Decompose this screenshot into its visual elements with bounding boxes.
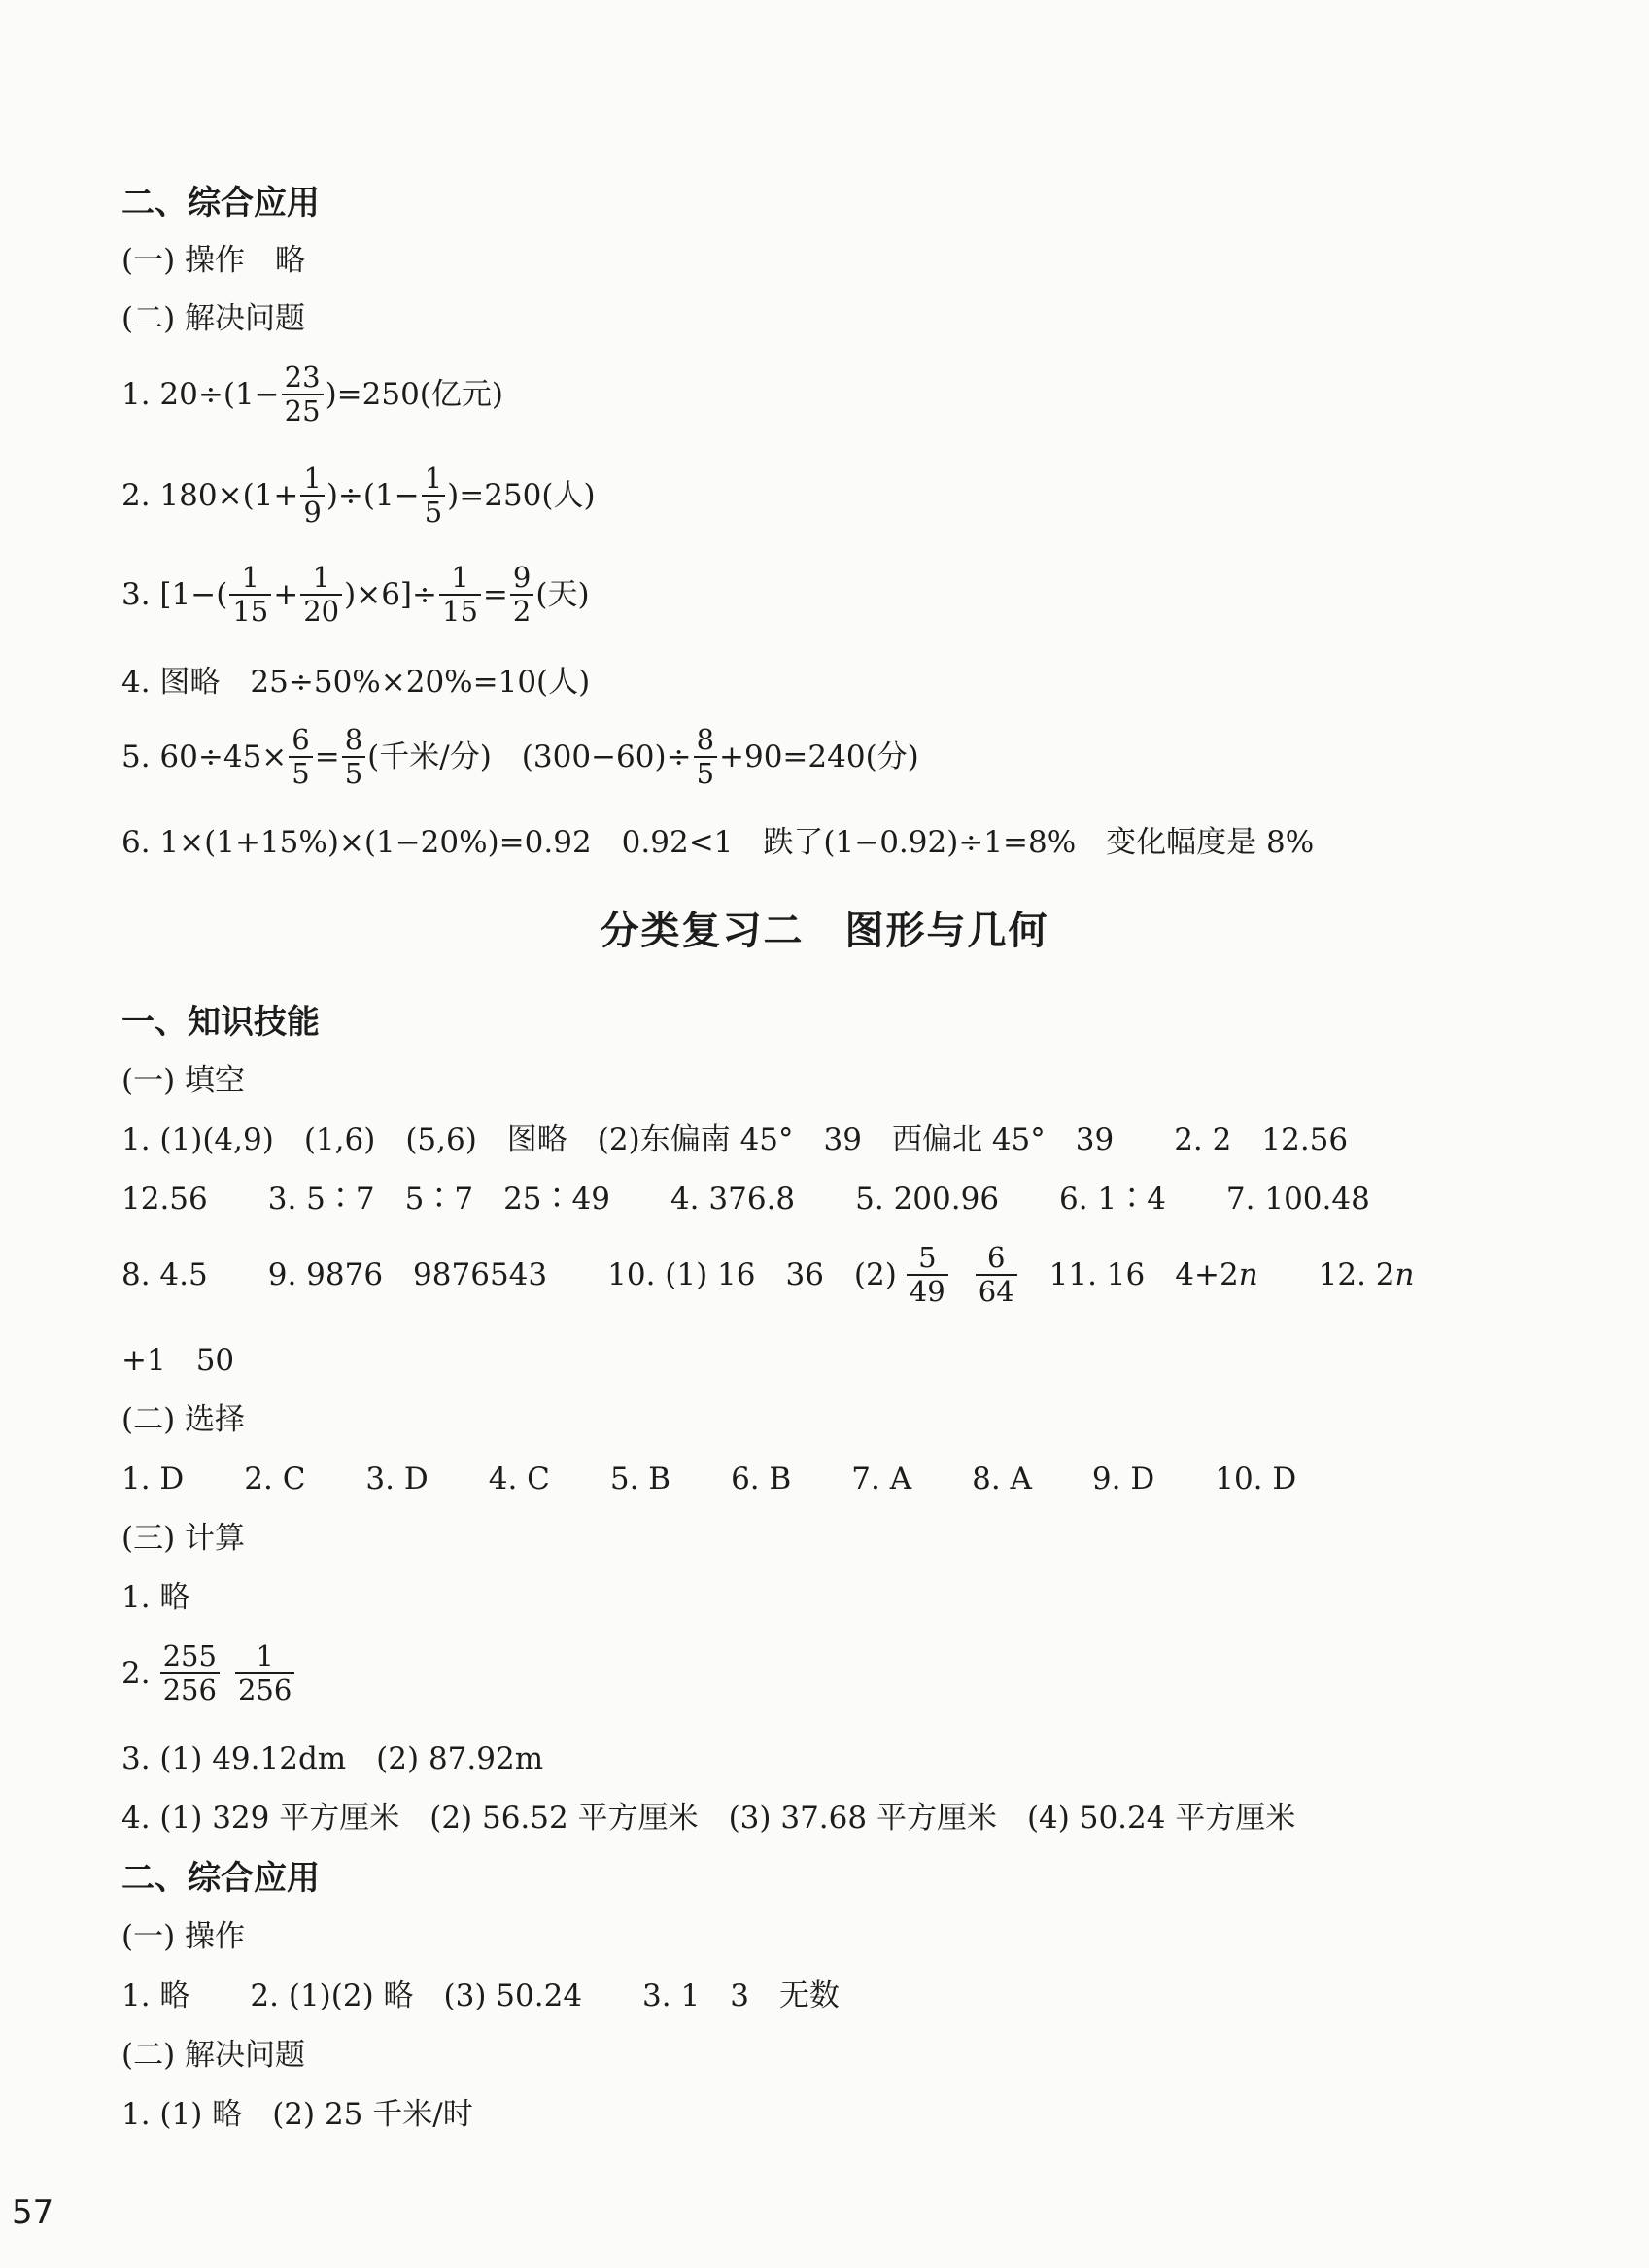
denominator: 20 <box>303 595 340 629</box>
numerator: 8 <box>694 724 717 758</box>
problem-text: (千米/分) (300−60)÷ <box>367 739 692 774</box>
answer-text: 2. <box>121 1655 151 1691</box>
denominator: 49 <box>909 1275 945 1309</box>
calc-2 <box>121 1640 296 1707</box>
denominator: 25 <box>284 395 321 429</box>
denominator: 5 <box>696 757 715 791</box>
problem-5 <box>121 724 919 791</box>
numerator: 1 <box>300 463 324 497</box>
fraction <box>235 1640 294 1707</box>
variable: n <box>1238 1256 1258 1292</box>
answer-text: 8. 4.5 9. 9876 9876543 10. (1) 16 36 (2) <box>121 1256 897 1292</box>
problem-text: 1. 20÷(1− <box>121 376 280 412</box>
subheading-operation: (一) 操作 <box>121 1919 246 1954</box>
section-heading: 二、综合应用 <box>121 184 320 223</box>
denominator: 9 <box>303 496 322 530</box>
denominator: 15 <box>442 595 478 629</box>
problem-text: = <box>314 739 340 774</box>
problem-3 <box>121 562 590 629</box>
variable: n <box>1394 1256 1415 1292</box>
denominator: 2 <box>512 595 532 629</box>
subheading-solve: (二) 解决问题 <box>121 301 306 336</box>
numerator: 1 <box>300 562 342 596</box>
answer-text: 12. 2 <box>1257 1256 1395 1292</box>
problem-text: (天) <box>535 576 590 612</box>
fill-line-3 <box>121 1242 1415 1309</box>
fraction <box>282 361 324 429</box>
denominator: 15 <box>232 595 269 629</box>
problem-text: + <box>273 576 299 612</box>
fraction <box>976 1242 1017 1309</box>
solve-1: 1. (1) 略 (2) 25 千米/时 <box>121 2097 473 2132</box>
denominator: 256 <box>162 1673 217 1707</box>
section-heading: 一、知识技能 <box>121 1003 320 1042</box>
problem-text: 3. [1−( <box>121 576 228 612</box>
subheading-solve: (二) 解决问题 <box>121 2038 306 2073</box>
problem-2 <box>121 463 596 530</box>
denominator: 64 <box>978 1275 1014 1309</box>
choice-answers: 1. D 2. C 3. D 4. C 5. B 6. B 7. A 8. A 9. D 10. D <box>121 1461 1297 1496</box>
numerator: 6 <box>976 1242 1017 1276</box>
numerator: 23 <box>282 361 324 395</box>
fill-line-1: 1. (1)(4,9) (1,6) (5,6) 图略 (2)东偏南 45° 39 西偏北 45° 39 2. 2 12.56 <box>121 1122 1349 1157</box>
calc-1: 1. 略 <box>121 1580 190 1615</box>
page-number: 57 <box>12 2193 54 2232</box>
fraction <box>300 463 324 530</box>
problem-6: 6. 1×(1+15%)×(1−20%)=0.92 0.92<1 跌了(1−0.92)÷1=8% 变化幅度是 8% <box>121 825 1315 860</box>
calc-3: 3. (1) 49.12dm (2) 87.92m <box>121 1741 544 1776</box>
numerator: 5 <box>907 1242 948 1276</box>
problem-text: = <box>482 576 508 612</box>
denominator: 5 <box>344 757 363 791</box>
fraction <box>694 724 717 791</box>
problem-text: )=250(亿元) <box>325 376 503 412</box>
fraction <box>300 562 342 629</box>
chapter-title: 分类复习二 图形与几何 <box>600 909 1049 953</box>
fraction <box>342 724 365 791</box>
fraction <box>422 463 445 530</box>
numerator: 1 <box>439 562 481 596</box>
fill-line-2: 12.56 3. 5∶7 5∶7 25∶49 4. 376.8 5. 200.96 6. 1∶4 7. 100.48 <box>121 1182 1370 1217</box>
numerator: 8 <box>342 724 365 758</box>
fraction <box>907 1242 948 1309</box>
problem-text: +90=240(分) <box>719 739 919 774</box>
problem-text: )÷(1− <box>326 477 420 513</box>
subheading-operation: (一) 操作 略 <box>121 243 306 278</box>
numerator: 255 <box>160 1640 220 1674</box>
subheading-calc: (三) 计算 <box>121 1521 246 1556</box>
problem-1 <box>121 361 503 429</box>
problem-text: 5. 60÷45× <box>121 739 288 774</box>
fraction <box>439 562 481 629</box>
denominator: 5 <box>292 757 310 791</box>
fraction <box>160 1640 220 1707</box>
problem-text: 2. 180×(1+ <box>121 477 299 513</box>
section-heading: 二、综合应用 <box>121 1859 320 1898</box>
fraction <box>229 562 271 629</box>
numerator: 6 <box>289 724 312 758</box>
subheading-fill: (一) 填空 <box>121 1063 246 1098</box>
fraction <box>289 724 312 791</box>
fill-line-4: +1 50 <box>121 1343 235 1378</box>
problem-text: )×6]÷ <box>344 576 437 612</box>
calc-4: 4. (1) 329 平方厘米 (2) 56.52 平方厘米 (3) 37.68 平方厘米 (4) 50.24 平方厘米 <box>121 1801 1296 1836</box>
subheading-choice: (二) 选择 <box>121 1402 246 1437</box>
problem-text: )=250(人) <box>447 477 596 513</box>
operation-answers: 1. 略 2. (1)(2) 略 (3) 50.24 3. 1 3 无数 <box>121 1978 840 2013</box>
answer-text: 11. 16 4+2 <box>1018 1256 1239 1292</box>
problem-4: 4. 图略 25÷50%×20%=10(人) <box>121 665 591 700</box>
denominator: 5 <box>424 496 443 530</box>
numerator: 1 <box>229 562 271 596</box>
numerator: 1 <box>422 463 445 497</box>
numerator: 9 <box>510 562 533 596</box>
numerator: 1 <box>235 1640 294 1674</box>
denominator: 256 <box>237 1673 292 1707</box>
fraction <box>510 562 533 629</box>
